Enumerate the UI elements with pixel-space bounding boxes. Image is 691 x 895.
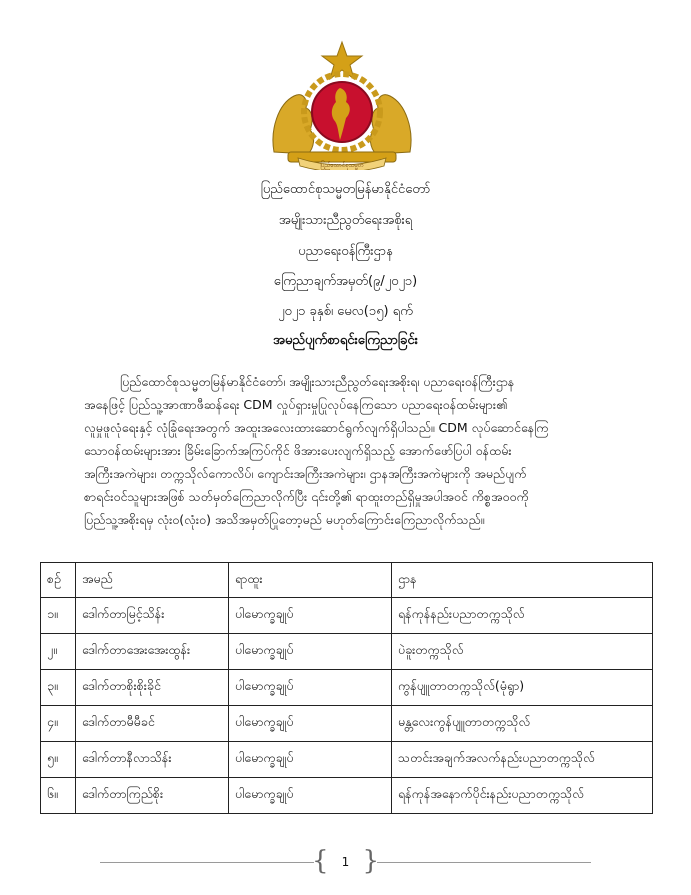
col-header-department: ဌာန (392, 563, 653, 598)
col-header-name: အမည် (76, 563, 229, 598)
page-number: 1 (341, 855, 350, 869)
table-row (41, 598, 653, 634)
body-line: အကြီးအကဲများ၊ တက္ကသိုလ်ကောလိပ်၊ ကျောင်းအကြီးအကဲများ၊ ဌာနအကြီးအကဲများကို အမည်ပျက် (84, 466, 527, 481)
emblem-banner-text: ပြည်ထောင်စုသမ္မတ (320, 162, 364, 169)
cell-serial: ၃။ (41, 670, 76, 706)
body-line: အနေဖြင့် ပြည်သူ့အာဏာဖီဆန်ရေး CDM လှုပ်ရှားမှုပြုလုပ်နေကြသော ပညာရေးဝန်ထမ်းများ၏ (84, 397, 508, 412)
cell-department: ပဲခူးတက္ကသိုလ် (392, 634, 653, 670)
announcement-body (84, 370, 648, 531)
body-line: ပြည်သူ့အစိုးရမှ လုံးဝ(လုံးဝ) အသိအမှတ်ပြုတော့မည် မဟုတ်ကြောင်းကြေညာလိုက်သည်။ (84, 512, 485, 527)
emblem-star (322, 42, 362, 79)
cell-name: ဒေါက်တာအေးအေးထွန်း (76, 634, 229, 670)
state-emblem (268, 40, 416, 170)
table-row (41, 778, 653, 814)
table-row (41, 742, 653, 778)
table-row (41, 706, 653, 742)
cell-name: ဒေါက်တာမီမီခင် (76, 706, 229, 742)
cell-department: မန္တလေးကွန်ပျူတာတက္ကသိုလ် (392, 706, 653, 742)
body-line: ပြည်ထောင်စုသမ္မတမြန်မာနိုင်ငံတော်၊ အမျိုးသားညီညွတ်ရေးအစိုးရ၊ ပညာရေးဝန်ကြီးဌာန (120, 374, 515, 389)
cell-name: ဒေါက်တာကြည်စိုး (76, 778, 229, 814)
col-header-serial: စဉ် (41, 563, 76, 598)
cell-serial: ၄။ (41, 706, 76, 742)
announcement-date: ၂၀၂၁ ခုနှစ်၊ မေလ(၁၅) ရက် (278, 304, 413, 319)
body-line: သောဝန်ထမ်းများအား ခြိမ်းခြောက်အကြပ်ကိုင် ဖိအားပေးလျက်ရှိသည့် အောက်ဖော်ပြပါ ဝန်ထမ်း (84, 443, 512, 458)
footer-brace-right: } (362, 846, 379, 876)
cell-position: ပါမောက္ခချုပ် (229, 778, 392, 814)
cell-position: ပါမောက္ခချုပ် (229, 634, 392, 670)
cell-serial: ၂။ (41, 634, 76, 670)
body-line: စာရင်းဝင်သူများအဖြစ် သတ်မှတ်ကြေညာလိုက်ပြီး ၎င်းတို့၏ ရာထူးတည်ရှိမှုအပါအဝင် ကိစ္စအဝဝကို (84, 489, 529, 504)
cell-department: ရန်ကုန်အနောက်ပိုင်းနည်းပညာတက္ကသိုလ် (392, 778, 653, 814)
cell-position: ပါမောက္ခချုပ် (229, 742, 392, 778)
page-footer (100, 848, 591, 878)
table-row (41, 670, 653, 706)
cell-name: ဒေါက်တာမြင့်သိန်း (76, 598, 229, 634)
announcement-title: အမည်ပျက်စာရင်းကြေညာခြင်း (273, 333, 418, 348)
footer-brace-left: { (312, 846, 329, 876)
cell-serial: ၁။ (41, 598, 76, 634)
cell-position: ပါမောက္ခချုပ် (229, 670, 392, 706)
cell-department: ရန်ကုန်နည်းပညာတက္ကသိုလ် (392, 598, 653, 634)
ministry-name: ပညာရေးဝန်ကြီးဌာန (298, 244, 393, 259)
cell-department: သတင်းအချက်အလက်နည်းပညာတက္ကသိုလ် (392, 742, 653, 778)
cell-name: ဒေါက်တာနီလာသိန်း (76, 742, 229, 778)
announcement-number: ကြေညာချက်အမှတ်(၉/၂၀၂၁) (273, 274, 418, 289)
footer-rule-right (377, 862, 591, 863)
blacklist-table (40, 562, 653, 814)
cell-position: ပါမောက္ခချုပ် (229, 598, 392, 634)
cell-department: ကွန်ပျူတာတက္ကသိုလ်(မုံရွာ) (392, 670, 653, 706)
cell-position: ပါမောက္ခချုပ် (229, 706, 392, 742)
government-name: အမျိုးသားညီညွတ်ရေးအစိုးရ (278, 213, 413, 228)
table-row (41, 634, 653, 670)
state-name: ပြည်ထောင်စုသမ္မတမြန်မာနိုင်ငံတော် (260, 182, 431, 197)
cell-serial: ၆။ (41, 778, 76, 814)
cell-serial: ၅။ (41, 742, 76, 778)
col-header-position: ရာထူး (229, 563, 392, 598)
table-header-row (41, 563, 653, 598)
cell-name: ဒေါက်တာစိုးစိုးခိုင် (76, 670, 229, 706)
body-line: လူမှုဖူလုံရေးနှင့် လုံခြုံရေးအတွက် အထူးအလေးထားဆောင်ရွက်လျက်ရှိပါသည်။ CDM လုပ်ဆောင်နေကြ (84, 420, 549, 435)
